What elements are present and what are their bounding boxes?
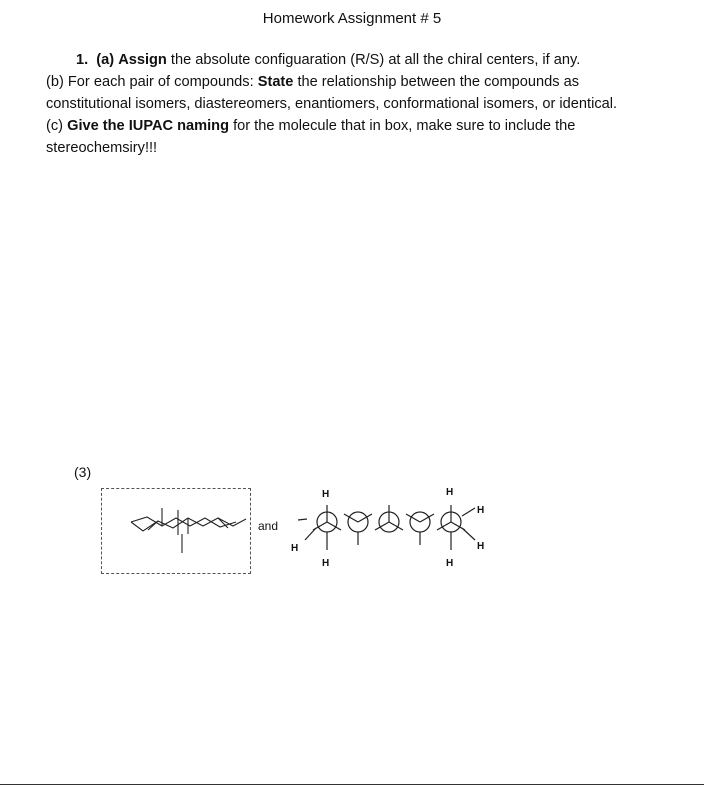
part-c-prefix: (c) [46,118,64,134]
part-a-bold: Assign [118,52,167,68]
part-b-rest: the relationship between the compounds as [297,74,579,90]
h-label-5: H [477,541,485,552]
h-label-3: H [477,505,485,516]
part-b-bold: State [257,74,294,90]
h-label-4: H [291,543,299,554]
part-a-rest: the absolute configuaration (R/S) at all the chiral centers, if any. [170,52,581,68]
h-label-1: H [322,489,330,500]
h-label-2: H [446,487,454,498]
hydrogen-labels [291,487,484,569]
question-number: 1. [76,52,89,68]
part-b-prefix: (b) For each pair of compounds: [46,74,254,90]
part-b-line2: constitutional isomers, diastereomers, enantiomers, conformational isomers, or identical. [46,96,618,112]
chair-molecule [131,508,246,553]
part-a-prefix: (a) [96,52,115,68]
and-connector: and [258,519,279,533]
part-c-bold: Give the IUPAC naming [67,118,229,134]
part-c-rest: for the molecule that in box, make sure to include the [233,118,576,134]
problem-label: (3) [74,464,92,480]
part-c-line2: stereochemsiry!!! [46,140,158,156]
h-label-7: H [446,558,454,569]
page-bottom-border [0,784,704,785]
page-title: Homework Assignment # 5 [262,10,442,27]
newman-chain [298,505,475,550]
h-label-6: H [322,558,330,569]
